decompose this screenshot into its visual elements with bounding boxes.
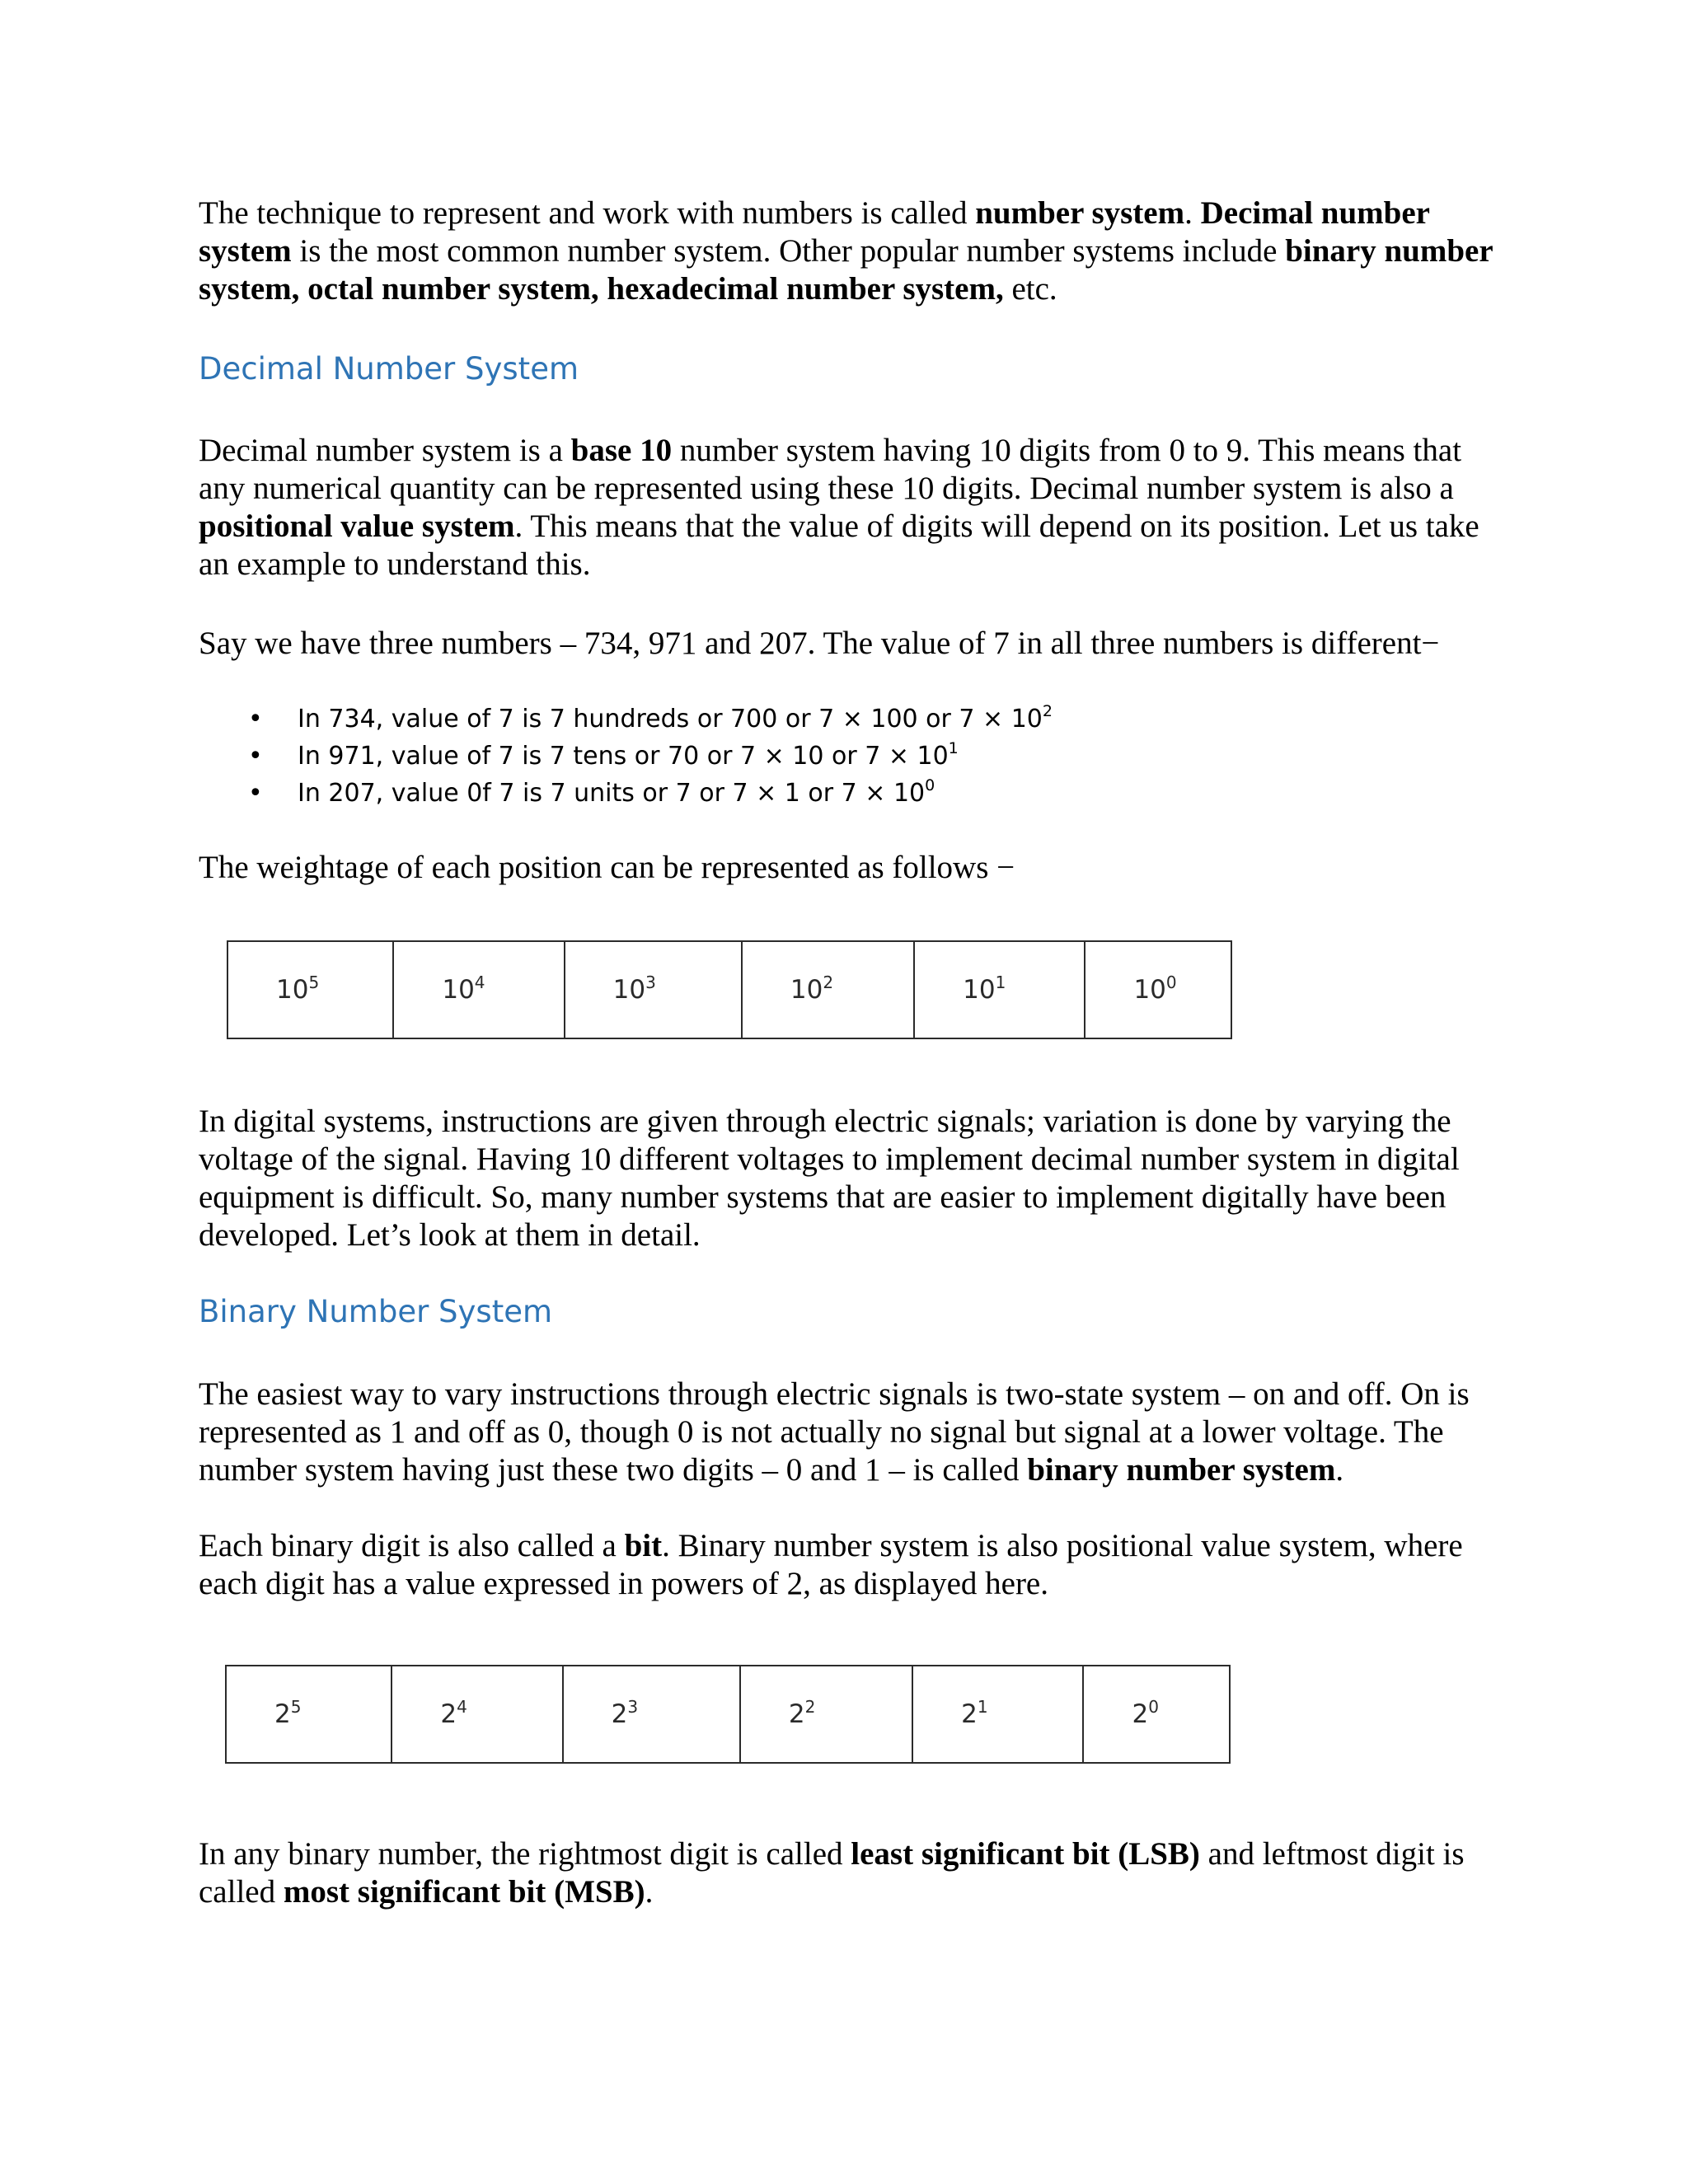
weight-cell: $10^5$	[227, 941, 393, 1038]
weight-cell: $2^0$	[1083, 1666, 1230, 1763]
decimal-p1-bold-base-10: base 10	[570, 433, 673, 468]
decimal-weightage-table	[227, 940, 1232, 1039]
intro-bold-other-systems: binary number system, octal number system, hexadecimal number system,	[199, 233, 1493, 307]
binary-paragraph-1	[199, 1376, 1501, 1489]
weight-cell: $10^4$	[393, 941, 564, 1038]
binary-p3-text-3: .	[645, 1874, 654, 1910]
list-item	[199, 775, 1517, 812]
binary-p2-text-1: Each binary digit is also called a	[199, 1528, 625, 1563]
bullet-icon: •	[248, 705, 263, 733]
decimal-paragraph-4: In digital systems, instructions are given through electric signals; variation is done by varying the voltage of the signal. Having 10 different voltages to implement decimal number system in digital equipment is difficult. So, many number systems that are easier to implement digitally have been developed. Let’s look at them in detail.	[199, 1104, 1460, 1253]
table-row	[226, 1666, 1230, 1763]
list-item-text: In 971, value of 7 is 7 tens or 70 or 7 × 10 or 7 × 10	[298, 742, 949, 771]
binary-p2-bold-bit: bit	[624, 1528, 663, 1563]
weight-cell: $2^1$	[912, 1666, 1083, 1763]
binary-weightage-table	[225, 1665, 1231, 1764]
decimal-p1-bold-positional: positional value system	[199, 509, 515, 544]
binary-p1-bold: binary number system	[1027, 1452, 1336, 1488]
weight-cell: $2^5$	[226, 1666, 392, 1763]
weight-cell: $10^3$	[565, 941, 742, 1038]
intro-text-4: etc.	[1003, 271, 1057, 307]
weight-cell: $2^2$	[740, 1666, 912, 1763]
decimal-paragraph-1	[199, 432, 1501, 583]
weight-cell: $2^4$	[392, 1666, 562, 1763]
intro-bold-decimal-number-system: Decimal number system	[199, 195, 1430, 269]
weight-cell: $10^0$	[1085, 941, 1231, 1038]
binary-p1-text-2: .	[1335, 1452, 1344, 1488]
intro-text-3: is the most common number system. Other popular number systems include	[291, 233, 1286, 269]
list-item-exponent: 1	[948, 739, 959, 757]
intro-text-2: .	[1184, 195, 1201, 231]
list-item	[199, 701, 1517, 738]
binary-paragraph-3	[199, 1835, 1501, 1911]
binary-p2-text-2: . Binary number system is also positional value system, where each digit has a value expressed in powers of 2, as displayed here.	[199, 1528, 1463, 1601]
list-item	[199, 738, 1517, 775]
binary-p3-bold-msb: most significant bit (MSB)	[283, 1874, 645, 1910]
list-item-exponent: 2	[1042, 702, 1053, 720]
table-row	[227, 941, 1231, 1038]
intro-bold-number-system: number system	[975, 195, 1185, 231]
decimal-p1-text-2: number system having 10 digits from 0 to 9. This means that any numerical quantity can be represented using these 10 digits. Decimal number system is also a	[199, 433, 1462, 506]
decimal-example-list	[199, 701, 1517, 812]
bullet-icon: •	[248, 779, 263, 808]
bullet-icon: •	[248, 742, 263, 771]
decimal-p1-text-3: . This means that the value of digits will depend on its position. Let us take an example to understand this.	[199, 509, 1479, 582]
binary-paragraph-2	[199, 1527, 1501, 1603]
list-item-text: In 734, value of 7 is 7 hundreds or 700 or 7 × 100 or 7 × 10	[298, 705, 1043, 733]
list-item-text: In 207, value 0f 7 is 7 units or 7 or 7 × 1 or 7 × 10	[298, 779, 926, 808]
intro-text-1: The technique to represent and work with numbers is called	[199, 195, 976, 231]
binary-p3-text-2: and leftmost digit is called	[199, 1836, 1465, 1910]
binary-p3-text-1: In any binary number, the rightmost digit is called	[199, 1836, 851, 1872]
decimal-p1-text-1: Decimal number system is a	[199, 433, 571, 468]
list-item-exponent: 0	[925, 776, 935, 794]
weight-cell: $10^1$	[914, 941, 1085, 1038]
intro-paragraph	[199, 194, 1501, 308]
weight-cell: $2^3$	[563, 1666, 740, 1763]
decimal-paragraph-3: The weightage of each position can be represented as follows −	[199, 850, 1015, 885]
binary-p1-text-1: The easiest way to vary instructions through electric signals is two-state system – on and off. On is represented as 1 and off as 0, though 0 is not actually no signal but signal at a lower voltage. The number system having just these two digits – 0 and 1 – is called	[199, 1376, 1470, 1488]
decimal-paragraph-2: Say we have three numbers – 734, 971 and 207. The value of 7 in all three numbers is different−	[199, 626, 1440, 661]
binary-p3-bold-lsb: least significant bit (LSB)	[851, 1836, 1200, 1872]
weight-cell: $10^2$	[742, 941, 914, 1038]
decimal-heading: Decimal Number System	[199, 351, 579, 387]
binary-heading: Binary Number System	[199, 1294, 553, 1329]
